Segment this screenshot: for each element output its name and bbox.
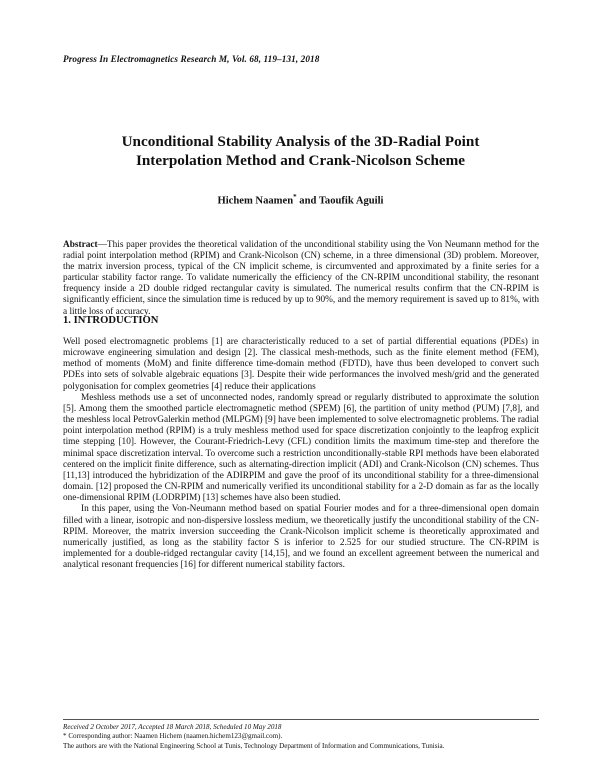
paper-title xyxy=(63,132,538,170)
section-body xyxy=(63,337,539,571)
corresponding-author: * Corresponding author: Naamen Hichem (naamen.hichem123@gmail.com). xyxy=(63,732,283,741)
paragraph-1: Well posed electromagnetic problems [1] are characteristically reduced to a set of partial differential equations (PDEs) in microwave engineering simulation and design [2]. The classical mesh-methods, such as the finite element method (FEM), method of moments (MoM) and finite difference time-domain method (FDTD), have thus been developed to convert such PDEs into sets of solvable algebraic equations [3]. Despite their wide performances the involved mesh/grid and the generated polygonisation for complex geometries [4] reduce their applications xyxy=(63,337,539,392)
author-2: Taoufik Aguili xyxy=(318,195,384,207)
journal-header: Progress In Electromagnetics Research M, Vol. 68, 119–131, 2018 xyxy=(63,54,320,64)
author-1: Hichem Naamen xyxy=(217,195,294,207)
received-dates: Received 2 October 2017, Accepted 18 March 2018, Scheduled 10 May 2018 xyxy=(63,723,282,731)
affiliation: The authors are with the National Engineering School at Tunis, Technology Department of Information and Communications, Tunisia. xyxy=(63,741,445,750)
footnote-divider xyxy=(63,719,539,720)
section-heading: 1. INTRODUCTION xyxy=(63,315,159,326)
paragraph-2: Meshless methods use a set of unconnected nodes, randomly spread or regularly distributed to approximate the solution [5]. Among them the smoothed particle electromagnetic method (SPEM) [6], the partition of unity method (PUM) [7,8], and the meshless local PetrovGalerkin method (MLPGM) [9] have been implemented to solve electromagnetic problems. The radial point interpolation method (RPIM) is a truly meshless method used for space discretization conjointly to the leapfrog explicit time stepping [10]. However, the Courant-Friedrich-Levy (CFL) condition limits the maximum time-step and therefore the minimal space discretization interval. To overcome such a restriction unconditionally-stable RPI methods have been elaborated centered on the implicit finite difference, such as alternating-direction implicit (ADI) and Crank-Nicolson (CN) schemes. Thus [11,13] introduced the hybridization of the ADIRPIM and gave the proof of its unconditional stability for a three-dimensional domain. [12] proposed the CN-RPIM and numerically verified its unconditional stability for a 2-D domain as far as the locally one-dimensional RPIM (LODRPIM) [13] schemes have also been studied. xyxy=(63,392,539,504)
author-conjunction: and xyxy=(299,195,317,207)
title-line-1: Unconditional Stability Analysis of the 3D-Radial Point xyxy=(121,133,480,150)
abstract-text: —This paper provides the theoretical validation of the unconditional stability using the Von Neumann method for the radial point interpolation method (RPIM) and Crank-Nicolson (CN) scheme, in a three dimensional (3D) problem. Moreover, the matrix inversion process, typical of the CN implicit scheme, is circumvented and approximated by a finite series for a particular stability factor range. To validate numerically the efficiency of the CN-RPIM unconditional stability, the resonant frequency inside a 2D double ridged rectangular cavity is simulated. The numerical results confirm that the CN-RPIM is significantly efficient, since the simulation time is reduced by up to 90%, and the memory requirement is saved up to 81%, with a little loss of accuracy. xyxy=(63,240,539,317)
footnotes xyxy=(63,723,543,751)
title-line-2: Interpolation Method and Crank-Nicolson Scheme xyxy=(135,152,466,169)
abstract xyxy=(63,240,539,318)
author-list xyxy=(63,193,538,207)
abstract-label: Abstract xyxy=(63,240,98,250)
paragraph-3: In this paper, using the Von-Neumann method based on spatial Fourier modes and for a three-dimensional open domain filled with a linear, isotropic and non-dispersive lossless medium, we theoretically justify the unconditional stability of the CN-RPIM. Moreover, the matrix inversion succeeding the Crank-Nicolson implicit scheme is theoretically approximated and numerically justified, as long as the stability factor S is inferior to 2.525 for our studied structure. The CN-RPIM is implemented for a double-ridged rectangular cavity [14,15], and we found an excellent agreement between the numerical and analytical resonant frequencies [16] for different numerical stability factors. xyxy=(63,504,539,571)
corresponding-mark: * xyxy=(293,193,297,201)
